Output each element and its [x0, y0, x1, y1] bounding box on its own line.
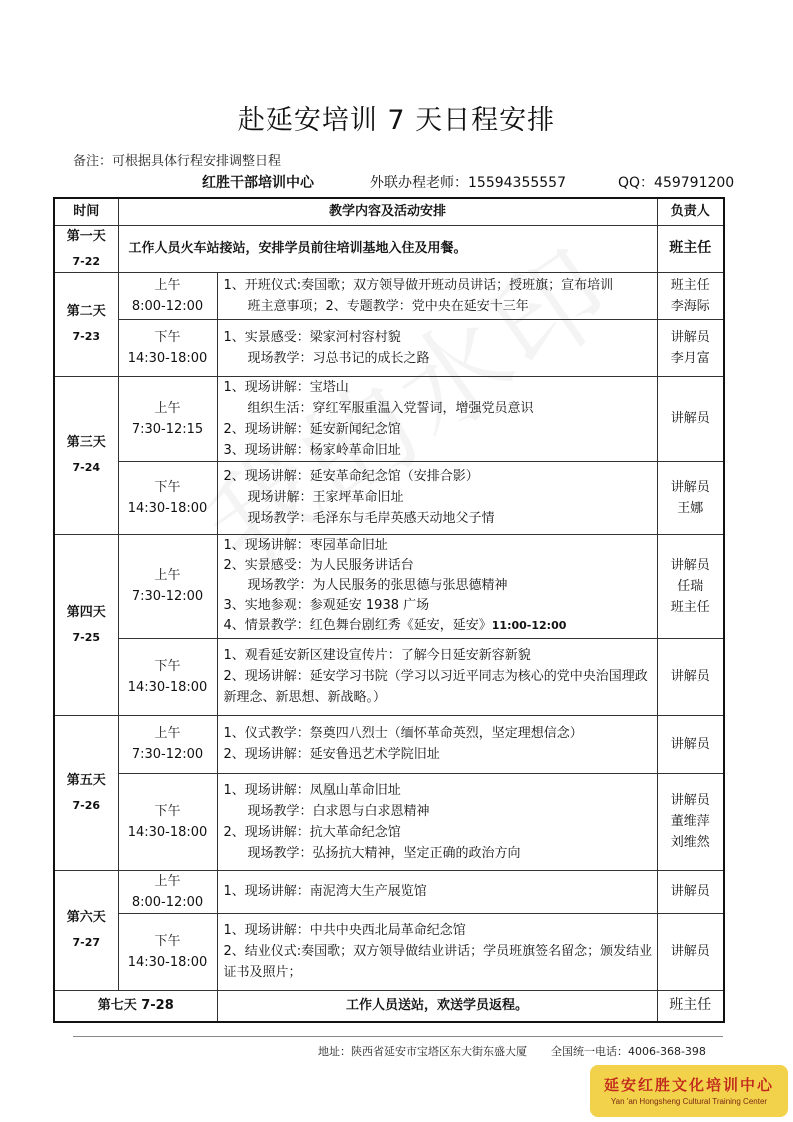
content-cell	[217, 870, 657, 913]
table-row	[54, 773, 724, 870]
owner-cell: 班主任	[657, 990, 724, 1022]
owner-name: 李海际	[670, 298, 710, 314]
day-content: 工作人员火车站接站，安排学员前往培训基地入住及用餐。	[118, 225, 657, 272]
owner-cell	[657, 534, 724, 638]
content-cell	[217, 272, 657, 319]
footer-address: 地址：陕西省延安市宝塔区东大街东盛大厦	[318, 1045, 527, 1058]
owner-name: 讲解员	[670, 736, 710, 752]
content-time: 11:00-12:00	[491, 619, 567, 632]
day-cell	[54, 272, 118, 376]
period-label: 上午	[154, 726, 181, 741]
table-row	[54, 715, 724, 773]
organization-name: 红胜干部培训中心	[202, 175, 314, 191]
day-name: 第六天	[66, 910, 106, 925]
owner-cell: 班主任	[657, 225, 724, 272]
owner-cell	[657, 638, 724, 715]
header-owner: 负责人	[657, 198, 724, 225]
period-label: 上午	[154, 277, 181, 293]
footer	[318, 1043, 706, 1059]
time-cell	[118, 534, 217, 638]
time-cell	[118, 870, 217, 913]
time-cell	[118, 773, 217, 870]
content-line: 4、情景教学：红色舞台剧红秀《延安，延安》	[223, 618, 492, 633]
content-line: 1、仪式教学：祭奠四八烈士（缅怀革命英烈，坚定理想信念）	[223, 726, 583, 741]
content-line: 现场教学：为人民服务的张思德与张思德精神	[247, 578, 508, 593]
table-header-row	[54, 198, 724, 225]
period-label: 上午	[154, 568, 181, 583]
schedule-table	[53, 197, 725, 1023]
owner-name: 班主任	[670, 277, 710, 293]
period-label: 下午	[154, 803, 181, 819]
owner-cell	[657, 773, 724, 870]
content-line: 1、现场讲解：宝塔山	[223, 379, 349, 395]
content-line: 2、现场讲解：延安新闻纪念馆	[223, 421, 401, 437]
period-time: 7:30-12:00	[131, 747, 204, 762]
period-time: 14:30-18:00	[127, 954, 208, 970]
content-line: 现场教学：白求恩与白求恩精神	[247, 803, 430, 819]
period-time: 14:30-18:00	[127, 824, 208, 840]
day-date: 7-24	[72, 461, 101, 474]
owner-cell	[657, 376, 724, 461]
content-cell	[217, 376, 657, 461]
table-row	[54, 870, 724, 913]
day-cell	[54, 534, 118, 715]
time-cell	[118, 319, 217, 376]
footer-phone: 全国统一电话：4006-368-398	[551, 1045, 706, 1058]
logo-en-text: Yan 'an Hongsheng Cultural Training Center	[610, 1097, 768, 1106]
content-cell	[217, 913, 657, 990]
content-line: 2、结业仪式:奏国歌；双方领导做结业讲话；学员班旗签名留念；颁发结业证书及照片；	[223, 944, 653, 980]
day-cell: 第七天 7-28	[54, 990, 217, 1022]
day-name: 第一天	[66, 228, 106, 244]
content-cell	[217, 461, 657, 534]
day-cell	[54, 376, 118, 534]
table-row	[54, 376, 724, 461]
table-row	[54, 990, 724, 1022]
remark-note: 备注：可根据具体行程安排调整日程	[73, 154, 282, 169]
content-line: 1、现场讲解：凤凰山革命旧址	[223, 782, 401, 798]
day-name: 第五天	[66, 772, 106, 788]
owner-name: 讲解员	[670, 557, 710, 573]
period-time: 14:30-18:00	[127, 679, 208, 695]
day-cell	[54, 715, 118, 870]
period-time: 8:00-12:00	[131, 298, 204, 314]
logo-cn-text: 延安红胜文化培训中心	[603, 1076, 774, 1094]
period-label: 下午	[154, 658, 181, 674]
period-label: 下午	[154, 933, 181, 949]
content-line: 2、现场讲解：延安学习书院（学习以习近平同志为核心的党中央治国理政新理念、新思想、新战略。）	[223, 669, 648, 705]
table-row	[54, 272, 724, 319]
table-row	[54, 319, 724, 376]
header-content: 教学内容及活动安排	[118, 198, 657, 225]
content-line: 1、现场讲解：枣园革命旧址	[223, 538, 388, 553]
content-cell	[217, 319, 657, 376]
content-line: 2、实景感受：为人民服务讲话台	[223, 558, 414, 573]
day-date: 7-26	[72, 798, 101, 812]
day-date: 7-27	[72, 936, 101, 949]
day-cell	[54, 870, 118, 990]
content-line: 1、现场讲解：南泥湾大生产展览馆	[223, 884, 427, 899]
time-cell	[118, 638, 217, 715]
period-label: 下午	[154, 479, 181, 495]
owner-name: 讲解员	[670, 411, 710, 426]
content-cell	[217, 773, 657, 870]
owner-cell	[657, 272, 724, 319]
period-label: 下午	[154, 329, 181, 345]
day-name: 第三天	[66, 435, 106, 450]
table-row	[54, 534, 724, 638]
content-line: 3、实地参观：参观延安 1938 广场	[223, 598, 430, 613]
content-line: 现场教学：习总书记的成长之路	[247, 350, 430, 366]
owner-cell	[657, 913, 724, 990]
day-date: 7-22	[72, 254, 101, 268]
owner-name: 讲解员	[670, 669, 710, 684]
content-line: 2、现场讲解：延安鲁迅艺术学院旧址	[223, 747, 440, 762]
table-row	[54, 913, 724, 990]
owner-name: 李月富	[670, 350, 710, 366]
content-line: 现场教学：毛泽东与毛岸英感天动地父子情	[247, 511, 495, 526]
owner-name: 讲解员	[670, 329, 710, 345]
owner-name: 董维萍	[670, 814, 710, 829]
day-name: 第四天	[66, 604, 106, 620]
owner-name: 王娜	[677, 500, 704, 516]
footer-divider	[73, 1036, 723, 1037]
day-cell	[54, 225, 118, 272]
content-line: 1、实景感受：梁家河村容村貌	[223, 329, 401, 345]
content-line: 3、现场讲解：杨家岭革命旧址	[223, 442, 401, 458]
time-cell	[118, 461, 217, 534]
content-line: 1、开班仪式:奏国歌；双方领导做开班动员讲话；授班旗；宣布培训	[223, 277, 614, 293]
content-line: 1、观看延安新区建设宣传片：了解今日延安新容新貌	[223, 648, 531, 663]
period-time: 8:00-12:00	[131, 894, 204, 910]
content-cell	[217, 534, 657, 638]
owner-name: 讲解员	[670, 944, 710, 959]
period-time: 7:30-12:15	[131, 421, 204, 437]
contact-info: 外联办程老师：15594355557	[370, 175, 566, 191]
owner-name: 讲解员	[670, 793, 710, 808]
owner-name: 讲解员	[670, 884, 710, 899]
content-line: 2、现场讲解：抗大革命纪念馆	[223, 824, 401, 840]
owner-name: 刘维然	[670, 835, 710, 850]
owner-name: 班主任	[670, 599, 710, 615]
owner-cell	[657, 715, 724, 773]
brand-logo	[590, 1065, 788, 1117]
qq-number: QQ：459791200	[618, 175, 735, 191]
content-cell	[217, 715, 657, 773]
owner-name: 任瑞	[677, 578, 704, 594]
owner-name: 讲解员	[670, 479, 710, 495]
header-time: 时间	[54, 198, 118, 225]
content-line: 现场教学：弘扬抗大精神，坚定正确的政治方向	[247, 845, 521, 861]
time-cell	[118, 272, 217, 319]
table-row	[54, 638, 724, 715]
period-time: 7:30-12:00	[131, 589, 204, 604]
time-cell	[118, 913, 217, 990]
content-line: 现场讲解：王家坪革命旧址	[247, 490, 404, 505]
content-line: 1、现场讲解：中共中央西北局革命纪念馆	[223, 923, 466, 938]
day-name: 第二天	[66, 304, 106, 319]
page-title: 赴延安培训 7 天日程安排	[237, 105, 556, 136]
content-cell	[217, 638, 657, 715]
period-label: 上午	[154, 400, 181, 416]
table-row	[54, 461, 724, 534]
period-time: 14:30-18:00	[127, 350, 208, 366]
time-cell	[118, 715, 217, 773]
owner-cell	[657, 319, 724, 376]
table-row	[54, 225, 724, 272]
time-cell	[118, 376, 217, 461]
day-content: 工作人员送站，欢送学员返程。	[217, 990, 657, 1022]
content-line: 班主意事项；2、专题教学：党中央在延安十三年	[247, 298, 529, 314]
day-date: 7-25	[72, 630, 101, 644]
content-line: 2、现场讲解：延安革命纪念馆（安排合影）	[223, 469, 479, 484]
day-date: 7-23	[72, 330, 101, 343]
owner-cell	[657, 870, 724, 913]
period-time: 14:30-18:00	[127, 500, 208, 516]
owner-cell	[657, 461, 724, 534]
content-line: 组织生活：穿红军服重温入党誓词，增强党员意识	[247, 400, 534, 416]
period-label: 上午	[154, 873, 181, 889]
